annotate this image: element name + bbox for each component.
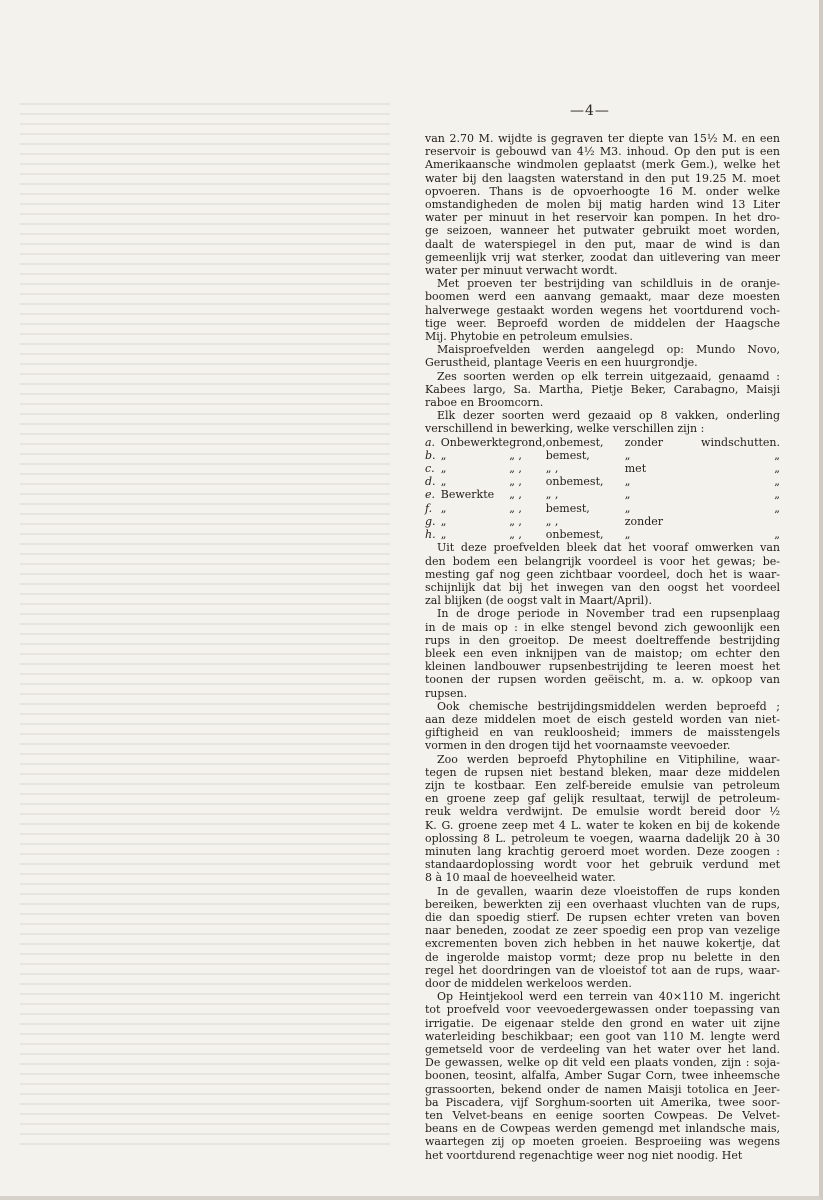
variant-cell: grond, xyxy=(509,435,546,449)
variant-cell: „ xyxy=(774,501,780,515)
text-line: reservoir is gebouwd van 4½ M3. inhoud. Op den put is een xyxy=(425,145,780,159)
text-line: van 2.70 M. wijdte is gegraven ter diepte van 15½ M. en een xyxy=(425,132,780,145)
text-line: aan deze middelen moet de eisch gesteld worden van niet- xyxy=(425,712,780,726)
text-line: rupsen. xyxy=(425,686,468,700)
text-line: ge seizoen, wanneer het putwater gebruikt moet worden, xyxy=(425,224,780,238)
text-line: daalt de waterspiegel in den put, maar de wind is dan xyxy=(425,237,780,251)
variant-cell: Onbewerkte xyxy=(440,435,510,449)
text-line: tot proefveld voor veevoedergewassen onder toepassing van xyxy=(425,1003,780,1017)
text-line: 8 à 10 maal de hoeveelheid water. xyxy=(425,871,616,885)
text-line: K. G. groene zeep met 4 L. water te koken en bij de kokende xyxy=(425,818,780,832)
variant-cell: f. xyxy=(425,501,433,515)
text-line: water per minuut in het reservoir kan pompen. In het dro- xyxy=(425,211,780,225)
text-line: raboe en Broomcorn. xyxy=(425,396,544,410)
text-line: Zes soorten werden op elk terrein uitgezaaid, genaamd : xyxy=(437,369,780,383)
variant-cell: „ , xyxy=(545,514,559,528)
paragraphs-before-table xyxy=(425,132,780,436)
text-line: opvoeren. Thans is de opvoerhoogte 16 M. onder welke xyxy=(425,184,780,198)
text-line: Gerustheid, plantage Veeris en een huurgrondje. xyxy=(425,356,698,370)
text-line: grassoorten, bekend onder de namen Maisji totolica en Jeer- xyxy=(425,1082,780,1096)
text-line: in de mais op : in elke stengel bevond zich gewoonlijk een xyxy=(425,620,780,634)
variant-cell: „ xyxy=(624,501,631,515)
text-line: Amerikaansche windmolen geplaatst (merk Gem.), welke het xyxy=(425,158,780,172)
text-line: ten Velvet-beans en eenige soorten Cowpeas. De Velvet- xyxy=(425,1109,780,1123)
text-line: halverwege gestaakt worden wegens het voortdurend voch- xyxy=(425,303,780,317)
text-line: De gewassen, welke op dit veld een plaats vonden, zijn : soja- xyxy=(425,1056,780,1070)
text-line: beans en de Cowpeas werden gemengd met inlandsche mais, xyxy=(425,1122,780,1136)
text-line: het voortdurend regenachtige weer nog niet noodig. Het xyxy=(425,1148,743,1162)
variant-cell: „ , xyxy=(509,528,522,542)
variant-cell: „ xyxy=(440,501,447,515)
variant-cell: a. xyxy=(425,435,436,449)
text-line: die dan spoedig stierf. De rupsen echter vreten van boven xyxy=(425,910,780,924)
text-line: naar beneden, zoodat ze zeer spoedig een prop van vezelige xyxy=(425,924,780,938)
variant-row xyxy=(425,488,780,501)
text-line: vormen in den drogen tijd het voornaamste veevoeder. xyxy=(425,739,731,753)
variant-cell: „ xyxy=(774,462,780,476)
text-line: irrigatie. De eigenaar stelde den grond en water uit zijne xyxy=(425,1016,780,1030)
text-line: bereiken, bewerkten zij een overhaast vluchten van de rups, xyxy=(425,897,780,911)
variant-cell: „ xyxy=(624,475,631,489)
variant-cell: „ xyxy=(440,475,447,489)
variant-cell: g. xyxy=(425,514,436,528)
variant-cell: „ , xyxy=(545,462,559,476)
text-line: rups in den groeitop. De meest doeltreffende bestrijding xyxy=(425,633,780,647)
variant-row xyxy=(425,462,780,475)
text-line: giftigheid en van reukloosheid; immers de maisstengels xyxy=(425,726,780,740)
show-through-from-reverse-side xyxy=(20,95,390,1145)
variant-cell: onbemest, xyxy=(545,435,604,449)
variant-cell: „ , xyxy=(509,514,522,528)
text-line: gemeenlijk vrij wat sterker, zoodat dan uitlevering van meer xyxy=(425,250,780,264)
variant-cell: „ xyxy=(624,448,631,462)
variant-cell: „ , xyxy=(509,475,522,489)
text-line: Zoo werden beproefd Phytophiline en Vitiphiline, waar- xyxy=(437,752,780,766)
text-line: tegen de rupsen niet bestand bleken, maar deze middelen xyxy=(425,765,780,779)
variant-cell: „ , xyxy=(545,488,559,502)
variant-cell: windschutten. xyxy=(701,435,780,449)
variant-row xyxy=(425,449,780,462)
text-line: waartegen zij op moeten groeien. Besproeiing was wegens xyxy=(425,1135,780,1149)
text-line: water bij den laagsten waterstand in den put 19.25 M. moet xyxy=(425,171,780,185)
variant-cell: „ xyxy=(774,448,780,462)
variant-cell: „ , xyxy=(509,448,522,462)
text-line: waterleiding beschikbaar; een goot van 110 M. lengte werd xyxy=(425,1029,780,1043)
text-line: ba Piscadera, vijf Sorghum-soorten uit Amerika, twee soor- xyxy=(425,1095,780,1109)
text-line: Mij. Phytobie en petroleum emulsies. xyxy=(425,330,633,344)
paragraphs-after-table xyxy=(425,541,780,1162)
variant-row xyxy=(425,502,780,515)
text-line: In de droge periode in November trad een rupsenplaag xyxy=(437,607,780,621)
text-line: Kabees largo, Sa. Martha, Pietje Beker, Carabagno, Maisji xyxy=(425,382,780,396)
text-line: zijn te kostbaar. Een zelf-bereide emulsie van petroleum xyxy=(425,778,780,792)
text-line: reuk weldra verdwijnt. De emulsie wordt bereid door ½ xyxy=(425,805,780,819)
text-line: Uit deze proefvelden bleek dat het vooraf omwerken van xyxy=(437,541,780,555)
text-line: standaardoplossing wordt voor het gebruik verdund met xyxy=(425,858,780,872)
text-line: oplossing 8 L. petroleum te voegen, waarna dadelijk 20 à 30 xyxy=(425,831,780,845)
text-line: schijnlijk dat bij het inwegen van den oogst het voordeel xyxy=(425,580,780,594)
text-line: minuten lang krachtig geroerd moet worden. Deze zoogen : xyxy=(425,844,780,858)
variant-cell: „ xyxy=(440,462,447,476)
text-line: kleinen landbouwer rupsenbestrijding te leeren moest het xyxy=(425,660,780,674)
variant-cell: „ , xyxy=(509,462,522,476)
variant-cell: bemest, xyxy=(545,448,590,462)
variant-cell: „ xyxy=(440,528,447,542)
text-line: door de middelen werkeloos werden. xyxy=(425,977,632,990)
text-line: verschillend in bewerking, welke verschillen zijn : xyxy=(425,422,705,436)
text-line: Ook chemische bestrijdingsmiddelen werden beproefd ; xyxy=(437,699,780,713)
variant-cell: „ xyxy=(774,528,780,542)
page-number: —4— xyxy=(570,103,610,119)
text-line: den bodem een belangrijk voordeel is voor het gewas; be- xyxy=(425,554,780,568)
variant-cell xyxy=(701,515,780,528)
variant-cell: bemest, xyxy=(545,501,590,515)
text-line: Op Heintjekool werd een terrein van 40×110 M. ingericht xyxy=(437,990,780,1004)
variant-cell: „ , xyxy=(509,488,522,502)
variant-cell: „ xyxy=(440,448,447,462)
variants-table xyxy=(425,436,780,542)
text-line: Elk dezer soorten werd gezaaid op 8 vakken, onderling xyxy=(437,409,780,423)
text-line: In de gevallen, waarin deze vloeistoffen de rups konden xyxy=(437,884,780,898)
text-line: gemetseld voor de verdeeling van het water over het land. xyxy=(425,1043,780,1057)
text-line: Maisproefvelden werden aangelegd op: Mundo Novo, xyxy=(437,343,780,357)
variant-cell: zonder xyxy=(624,435,664,449)
variant-cell: „ xyxy=(774,488,780,502)
text-line: Met proeven ter bestrijding van schildluis in de oranje- xyxy=(437,277,780,291)
variant-row xyxy=(425,436,780,449)
text-line: regel het doordringen van de vloeistof tot aan de rups, waar- xyxy=(425,963,780,977)
text-line: boomen werd een aanvang gemaakt, maar deze moesten xyxy=(425,290,780,304)
variant-cell: onbemest, xyxy=(545,528,604,542)
text-line: excrementen boven zich hebben in het nauwe kokertje, dat xyxy=(425,937,780,951)
text-line: zal blijken (de oogst valt in Maart/April). xyxy=(425,594,652,608)
variant-row xyxy=(425,515,780,528)
variant-cell: c. xyxy=(425,462,435,476)
variant-cell: met xyxy=(624,462,647,476)
text-line: bleek een even inknijpen van de maistop; om echter den xyxy=(425,646,780,660)
variant-cell: Bewerkte xyxy=(440,488,495,502)
variant-cell: b. xyxy=(425,448,436,462)
variant-cell: onbemest, xyxy=(545,475,604,489)
text-line: toonen der rupsen worden geëischt, m. a. w. opkoop van xyxy=(425,673,780,687)
variant-cell: „ xyxy=(624,528,631,542)
variant-cell: h. xyxy=(425,528,436,542)
variant-cell: „ , xyxy=(509,501,522,515)
variant-row xyxy=(425,475,780,488)
variant-cell: „ xyxy=(624,488,631,502)
text-line: boonen, teosint, alfalfa, Amber Sugar Corn, twee inheemsche xyxy=(425,1069,780,1083)
text-line: water per minuut verwacht wordt. xyxy=(425,264,618,278)
variant-row xyxy=(425,528,780,541)
variant-cell: d. xyxy=(425,475,436,489)
variant-cell: e. xyxy=(425,488,436,502)
text-line: en groene zeep gaf gelijk resultaat, terwijl de petroleum- xyxy=(425,792,780,806)
variant-cell: „ xyxy=(774,475,780,489)
text-line: tige weer. Beproefd worden de middelen der Haagsche xyxy=(425,316,780,330)
text-line: mesting gaf nog geen zichtbaar voordeel, doch het is waar- xyxy=(425,567,780,581)
text-line: de ingerolde maistop vormt; deze prop nu belette in den xyxy=(425,950,780,964)
text-line: omstandigheden de molen bij matig harden wind 13 Liter xyxy=(425,198,780,212)
variant-cell: zonder xyxy=(624,514,664,528)
text-column xyxy=(425,132,780,1162)
variant-cell: „ xyxy=(440,514,447,528)
